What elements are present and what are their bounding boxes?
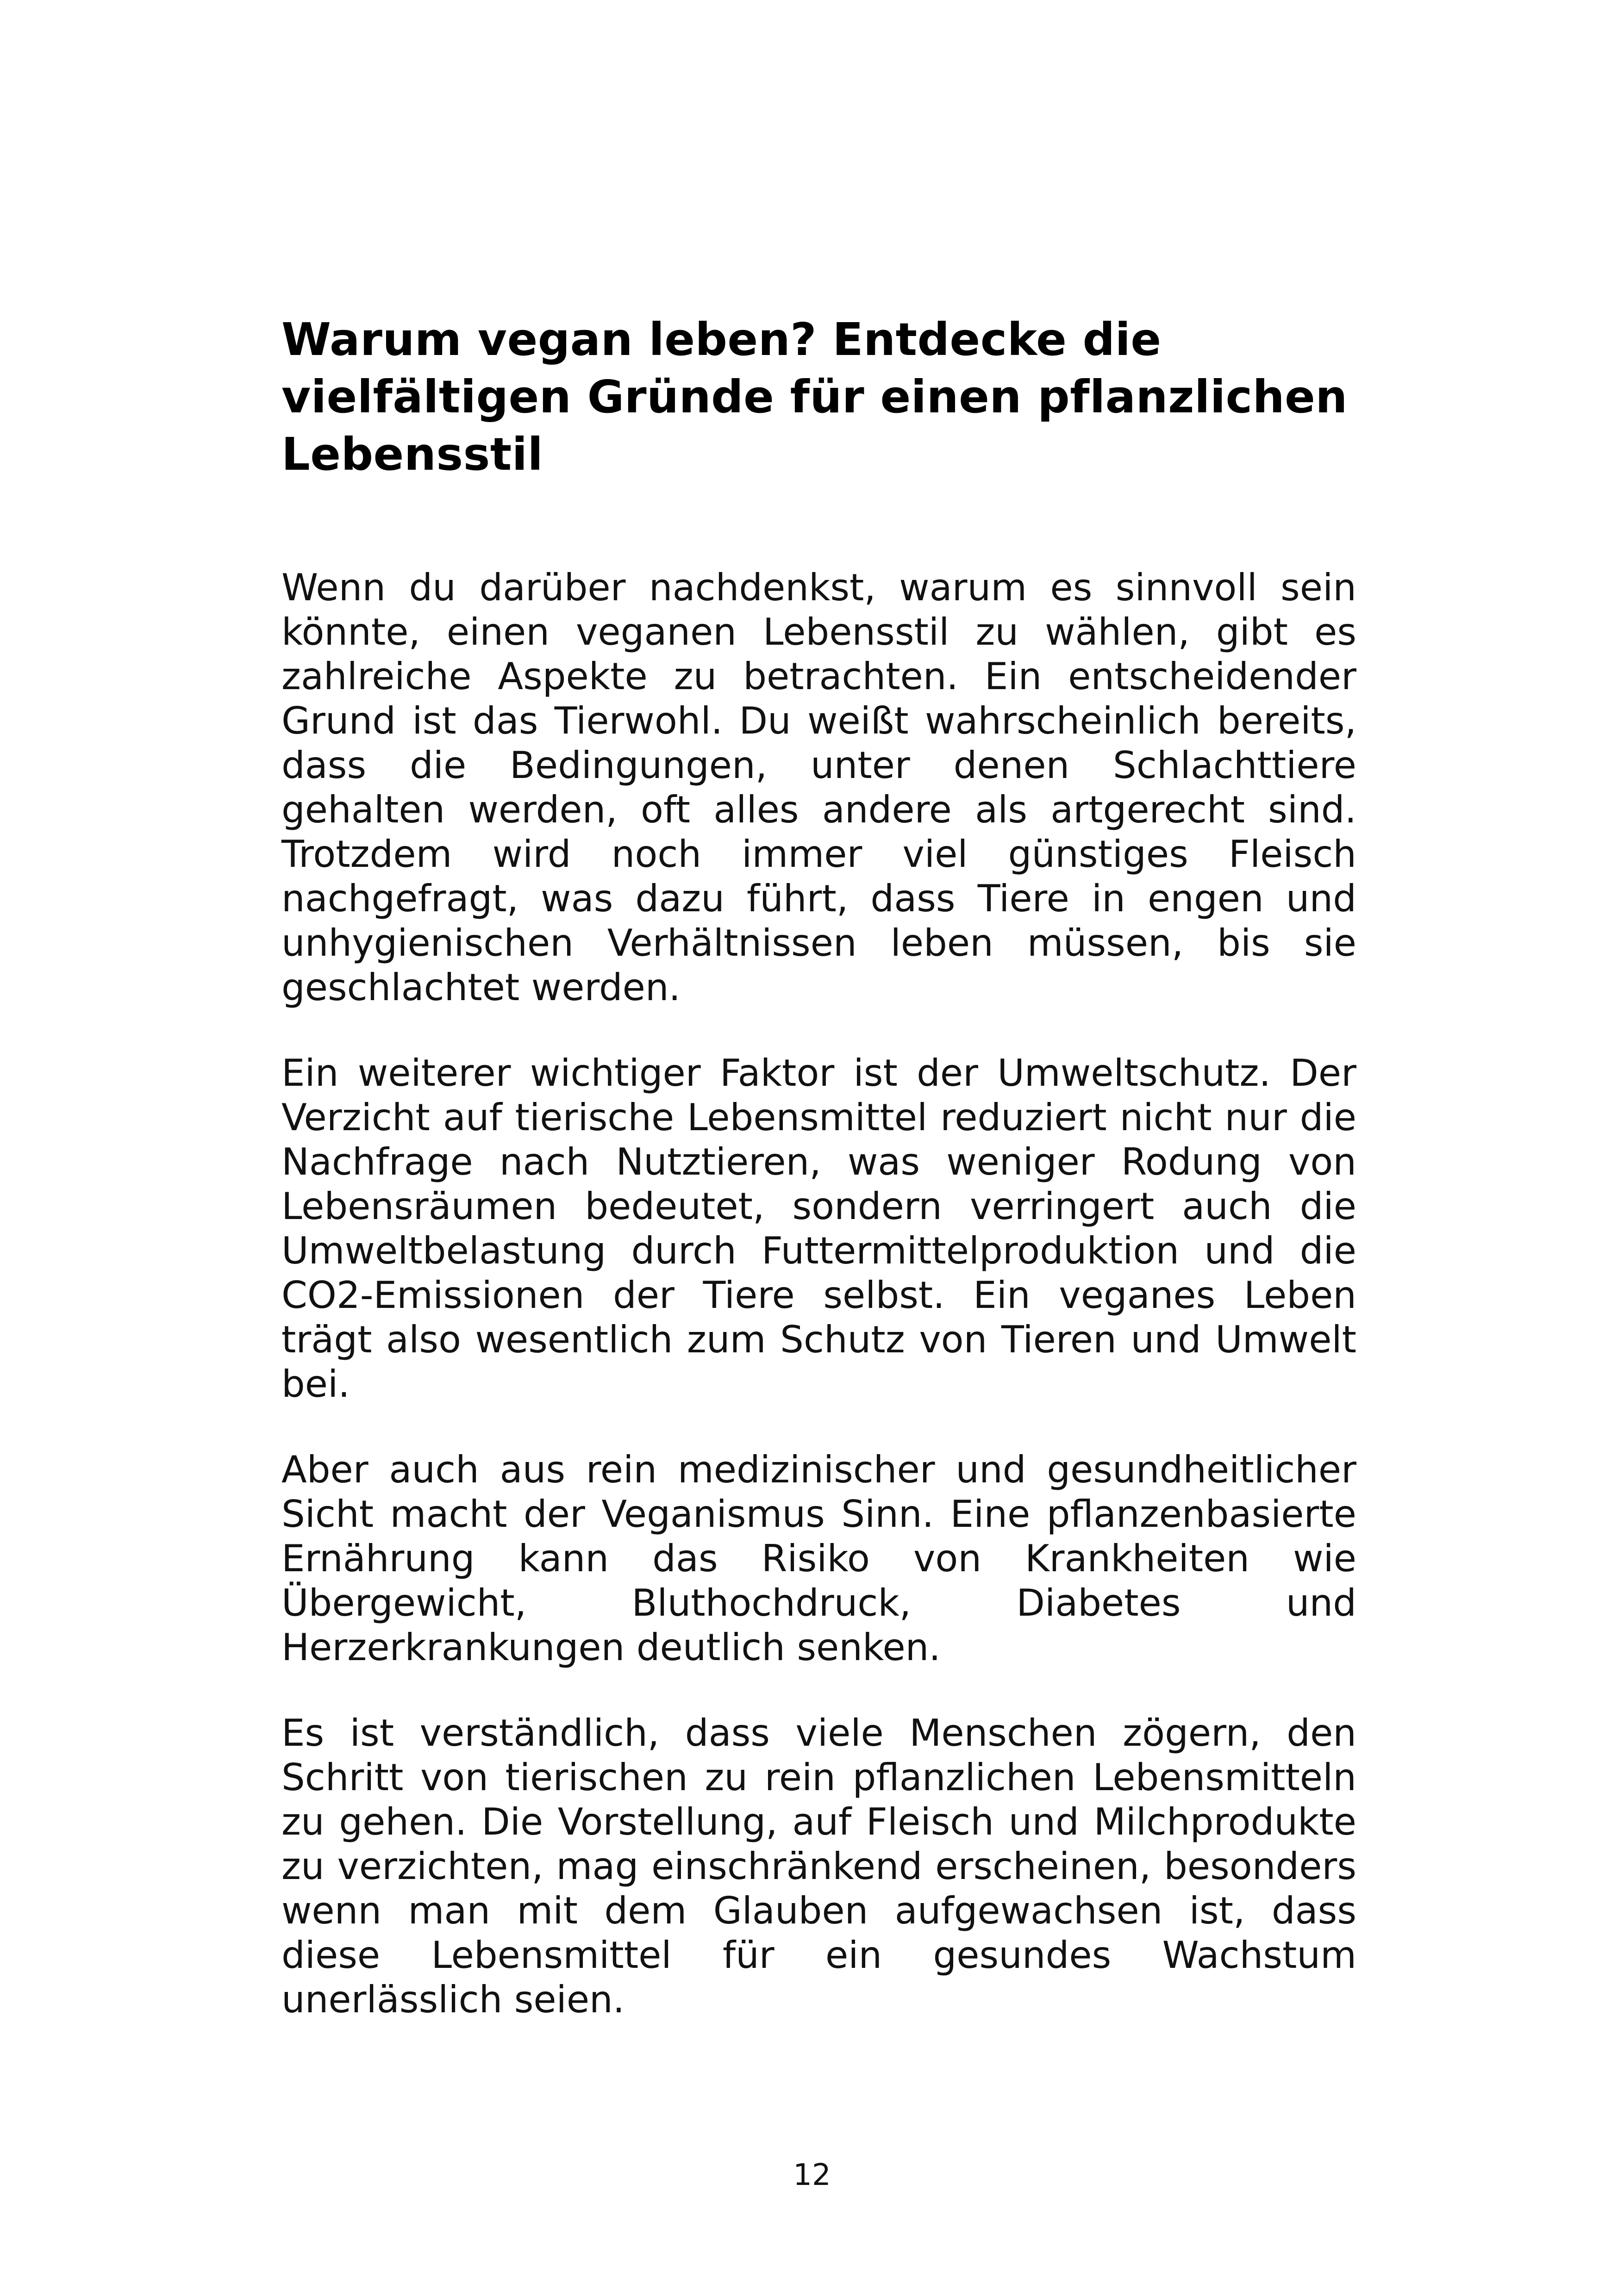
paragraph-health: Aber auch aus rein medizinischer und gesundheitlicher Sicht macht der Veganismus Sinn. Eine pflanzenbasierte Ernährung kann das Risiko von Krankheiten wie Übergewicht, Bluthochdruck, Diabetes und Herzerkrankungen deutlich senken.: [281, 1448, 1356, 1669]
body-text: [281, 566, 1356, 2022]
page-number: 12: [793, 2158, 831, 2192]
chapter-title: Warum vegan leben? Entdecke die vielfältigen Gründe für einen pflanzlichen Lebensstil: [281, 313, 1348, 480]
page-content: [281, 311, 1356, 2022]
paragraph-animal-welfare: Wenn du darüber nachdenkst, warum es sinnvoll sein könnte, einen veganen Lebensstil zu wählen, gibt es zahlreiche Aspekte zu betrachten. Ein entscheidender Grund ist das Tierwohl. Du weißt wahrscheinlich bereits, dass die Bedingungen, unter denen Schlachttiere gehalten werden, oft alles andere als artgerecht sind. Trotzdem wird noch immer viel günstiges Fleisch nachgefragt, was dazu führt, dass Tiere in engen und unhygienischen Verhältnissen leben müssen, bis sie geschlachtet werden.: [281, 566, 1356, 1009]
paragraph-hesitation: Es ist verständlich, dass viele Menschen zögern, den Schritt von tierischen zu rein pflanzlichen Lebensmitteln zu gehen. Die Vorstellung, auf Fleisch und Milchprodukte zu verzichten, mag einschränkend erscheinen, besonders wenn man mit dem Glauben aufgewachsen ist, dass diese Lebensmittel für ein gesundes Wachstum unerlässlich seien.: [281, 1711, 1356, 2021]
paragraph-environment: Ein weiterer wichtiger Faktor ist der Umweltschutz. Der Verzicht auf tierische Lebensmittel reduziert nicht nur die Nachfrage nach Nutztieren, was weniger Rodung von Lebensräumen bedeutet, sondern verringert auch die Umweltbelastung durch Futtermittelproduktion und die CO2-Emissionen der Tiere selbst. Ein veganes Leben trägt also wesentlich zum Schutz von Tieren und Umwelt bei.: [281, 1052, 1356, 1406]
